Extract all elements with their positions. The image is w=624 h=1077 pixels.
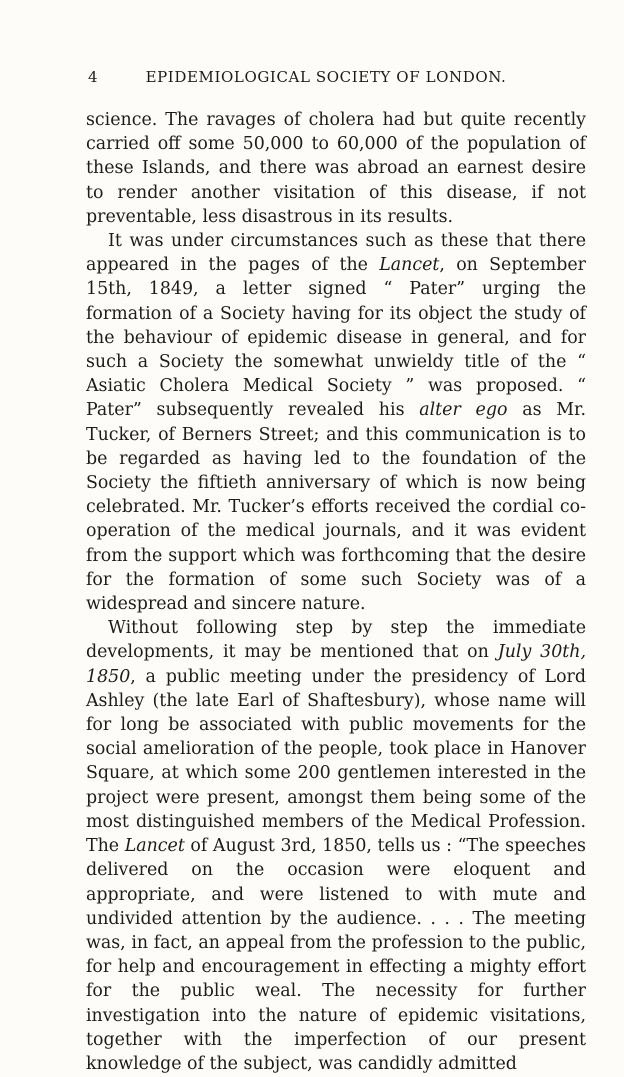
- italic-run: July 30th, 1850: [86, 642, 586, 687]
- text-run: Without following step by step the immediate developments, it may be mentioned that on: [86, 618, 586, 663]
- text-run: , on September 15th, 1849, a letter signed “ Pater” urging the formation of a Society having for its object the study of the behaviour of epidemic disease in general, and for such a Society the somewhat unwieldy title of the “ Asiatic Cholera Medical Society ” was proposed. “ Pater” subsequently revealed his: [86, 255, 586, 421]
- italic-run: Lancet: [379, 255, 440, 276]
- text-run: as Mr. Tucker, of Berners Street; and this communication is to be regarded as having led to the foundation of the Society the fiftieth anniversary of which is now being celebrated. Mr. Tucker’s efforts received the cordial co-operation of the medical journals, and it was evident from the support which was forthcoming that the desire for the formation of some such Society was of a widespread and sincere nature.: [86, 400, 586, 615]
- text-run: of August 3rd, 1850, tells us : “The speeches delivered on the occasion were eloquent and appropriate, and were listened to with mute and undivided attention by the audience. . . . The meeting was, in fact, an appeal from the profession to the public, for help and encouragement in effecting a mighty effort for the public weal. The necessity for further investigation into the nature of epidemic visitations, together with the imperfection of our present knowledge of the subject, was candidly admitted: [86, 836, 586, 1074]
- italic-run: Lancet: [124, 836, 185, 857]
- body-text: [86, 108, 586, 1076]
- page-number: 4: [88, 68, 99, 86]
- text-run: , a public meeting under the presidency of Lord Ashley (the late Earl of Shaftesbury), whose name will for long be associated with public movements for the social amelioration of the people, took place in Hanover Square, at which some 200 gentlemen interested in the project were present, amongst them being some of the most distinguished members of the Medical Profession. The: [86, 666, 586, 857]
- text-run: science. The ravages of cholera had but quite recently carried off some 50,000 to 60,000 of the population of these Islands, and there was abroad an earnest desire to render another visitation of this disease, if not preventable, less disastrous in its results.: [86, 110, 586, 227]
- running-title: EPIDEMIOLOGICAL SOCIETY OF LONDON.: [145, 68, 507, 86]
- running-head: [86, 66, 542, 94]
- text-run: It was under circumstances such as these that there appeared in the pages of the: [86, 231, 586, 276]
- italic-run: alter ego: [419, 400, 508, 421]
- paragraph: [86, 616, 586, 1076]
- paragraph: [86, 229, 586, 616]
- paragraph: [86, 108, 586, 229]
